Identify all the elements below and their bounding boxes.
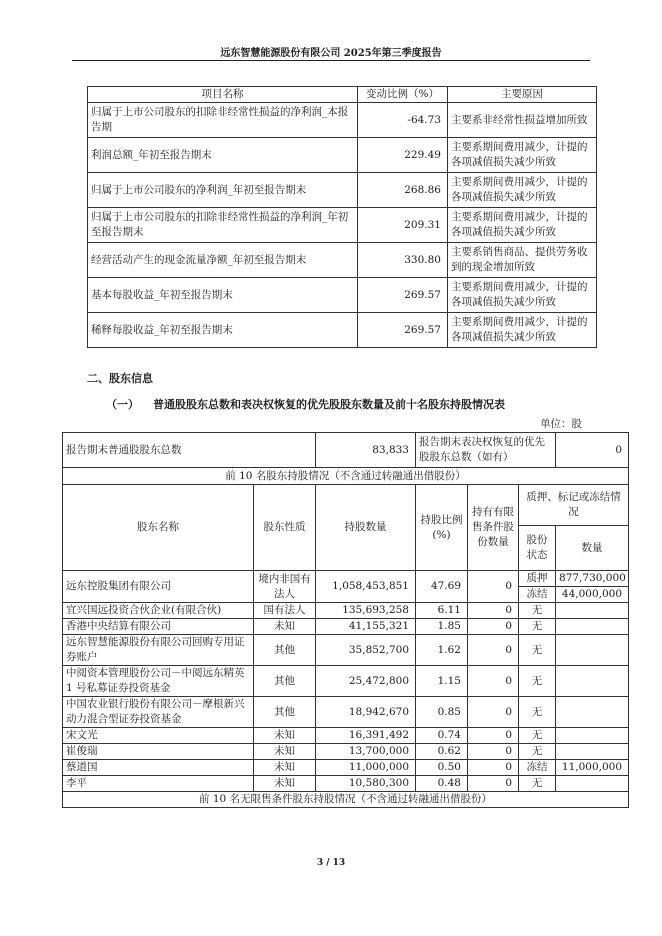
holder-status: 冻结 — [519, 760, 556, 776]
holder-restricted: 0 — [468, 571, 519, 603]
unrestricted-title-row — [63, 792, 629, 808]
change-ratio: 269.57 — [358, 313, 448, 348]
holder-amount — [556, 635, 629, 666]
table-row — [88, 313, 597, 348]
page-number: 3 / 13 — [316, 858, 346, 868]
item-name: 利润总额_年初至报告期末 — [88, 138, 358, 173]
table-row — [88, 243, 597, 278]
holder-status: 无 — [519, 635, 556, 666]
holder-ratio: 0.48 — [416, 776, 468, 792]
holder-restricted: 0 — [468, 776, 519, 792]
table-row — [88, 208, 597, 243]
holder-nature: 境内非国有法人 — [254, 571, 316, 603]
col-restricted: 持有有限售条件股份数量 — [468, 485, 519, 571]
item-name: 归属于上市公司股东的扣除非经常性损益的净利润_本报告期 — [88, 103, 358, 138]
holder-status: 无 — [519, 744, 556, 760]
holder-restricted: 0 — [468, 635, 519, 666]
holder-nature: 其他 — [254, 697, 316, 728]
unit-label: 单位：股 — [540, 418, 582, 430]
table-row — [88, 103, 597, 138]
holder-amount: 11,000,000 — [556, 760, 629, 776]
header-main-reason: 主要原因 — [448, 87, 597, 103]
table-row — [63, 728, 629, 744]
section-title: 二、股东信息 — [87, 372, 153, 385]
col-status: 股份状态 — [519, 526, 556, 571]
holder-restricted: 0 — [468, 697, 519, 728]
holder-restricted: 0 — [468, 666, 519, 697]
col-amount: 数量 — [556, 526, 629, 571]
holder-ratio: 1.62 — [416, 635, 468, 666]
subsection-title — [106, 396, 505, 412]
col-ratio: 持股比例(%) — [416, 485, 468, 571]
subsection-text: 普通股股东总数和表决权恢复的优先股股东数量及前十名股东持股情况表 — [153, 398, 505, 411]
change-ratio: 209.31 — [358, 208, 448, 243]
holder-restricted: 0 — [468, 744, 519, 760]
table-row — [88, 138, 597, 173]
holder-name: 宜兴国远投资合伙企业(有限合伙) — [63, 603, 254, 619]
change-ratio: 268.86 — [358, 173, 448, 208]
holder-nature: 未知 — [254, 744, 316, 760]
total-holders-value: 83,833 — [316, 433, 416, 468]
holder-shares: 41,155,321 — [316, 619, 416, 635]
holder-status: 无 — [519, 776, 556, 792]
item-name: 基本每股收益_年初至报告期末 — [88, 278, 358, 313]
holder-amount — [556, 603, 629, 619]
unrestricted-title: 前 10 名无限售条件股东持股情况（不含通过转融通出借股份） — [63, 792, 629, 808]
summary-row — [63, 433, 629, 468]
holder-status: 质押 — [519, 571, 556, 587]
change-ratio: 269.57 — [358, 278, 448, 313]
holder-restricted: 0 — [468, 728, 519, 744]
holder-ratio: 47.69 — [416, 571, 468, 603]
holder-amount — [556, 619, 629, 635]
holder-name: 远东控股集团有限公司 — [63, 571, 254, 603]
page-header-title: 远东智慧能源股份有限公司 2025年第三季度报告 — [220, 48, 442, 59]
table-row — [63, 760, 629, 776]
main-reason: 主要系期间费用减少，计提的各项减值损失减少所致 — [448, 313, 597, 348]
holder-shares: 11,000,000 — [316, 760, 416, 776]
holder-status: 无 — [519, 603, 556, 619]
change-table-header — [88, 87, 597, 103]
col-pledge: 质押、标记或冻结情况 — [519, 485, 629, 526]
holder-name: 中阅资本管理股份公司－中阅远东精英 1 号私募证券投资基金 — [63, 666, 254, 697]
top10-title-row — [63, 468, 629, 485]
top10-title: 前 10 名股东持股情况（不含通过转融通出借股份） — [63, 468, 629, 485]
holder-shares: 25,472,800 — [316, 666, 416, 697]
holder-name: 崔俊瑞 — [63, 744, 254, 760]
holder-status: 无 — [519, 619, 556, 635]
subsection-number: （一） — [106, 398, 139, 411]
table-row — [63, 697, 629, 728]
holder-nature: 其他 — [254, 666, 316, 697]
holder-status: 无 — [519, 697, 556, 728]
main-reason: 主要系非经常性损益增加所致 — [448, 103, 597, 138]
main-reason: 主要系期间费用减少，计提的各项减值损失减少所致 — [448, 138, 597, 173]
holder-restricted: 0 — [468, 760, 519, 776]
header-item-name: 项目名称 — [88, 87, 358, 103]
item-name: 归属于上市公司股东的扣除非经常性损益的净利润_年初至报告期末 — [88, 208, 358, 243]
header-change-ratio: 变动比例（%） — [358, 87, 448, 103]
column-header-row — [63, 485, 629, 526]
holder-ratio: 6.11 — [416, 603, 468, 619]
holder-name: 李平 — [63, 776, 254, 792]
holder-ratio: 0.62 — [416, 744, 468, 760]
holder-amount — [556, 776, 629, 792]
holder-nature: 未知 — [254, 728, 316, 744]
holder-shares: 35,852,700 — [316, 635, 416, 666]
holder-restricted: 0 — [468, 619, 519, 635]
holder-name: 中国农业银行股份有限公司－摩根新兴动力混合型证券投资基金 — [63, 697, 254, 728]
holder-status: 无 — [519, 728, 556, 744]
col-shares: 持股数量 — [316, 485, 416, 571]
holder-amount — [556, 728, 629, 744]
holder-ratio: 0.50 — [416, 760, 468, 776]
table-row — [63, 619, 629, 635]
holder-amount — [556, 744, 629, 760]
table-row — [63, 635, 629, 666]
holder-shares: 18,942,670 — [316, 697, 416, 728]
change-ratio: -64.73 — [358, 103, 448, 138]
table-row — [63, 603, 629, 619]
holder-ratio: 1.15 — [416, 666, 468, 697]
col-nature: 股东性质 — [254, 485, 316, 571]
main-reason: 主要系期间费用减少，计提的各项减值损失减少所致 — [448, 173, 597, 208]
holder-ratio: 1.85 — [416, 619, 468, 635]
change-ratio: 330.80 — [358, 243, 448, 278]
main-reason: 主要系期间费用减少，计提的各项减值损失减少所致 — [448, 208, 597, 243]
holder-shares: 10,580,300 — [316, 776, 416, 792]
col-name: 股东名称 — [63, 485, 254, 571]
total-holders-label: 报告期末普通股股东总数 — [63, 433, 316, 468]
main-reason: 主要系期间费用减少，计提的各项减值损失减少所致 — [448, 278, 597, 313]
pref-holders-value: 0 — [556, 433, 629, 468]
pref-holders-label: 报告期末表决权恢复的优先股股东总数（如有） — [416, 433, 556, 468]
holder-shares: 1,058,453,851 — [316, 571, 416, 603]
holder-nature: 未知 — [254, 776, 316, 792]
item-name: 稀释每股收益_年初至报告期末 — [88, 313, 358, 348]
holder-amount: 877,730,000 — [556, 571, 629, 587]
table-row — [88, 278, 597, 313]
holder-name: 香港中央结算有限公司 — [63, 619, 254, 635]
shareholder-table — [62, 432, 629, 808]
holder-nature: 国有法人 — [254, 603, 316, 619]
holder-nature: 未知 — [254, 619, 316, 635]
holder-name: 远东智慧能源股份有限公司回购专用证券账户 — [63, 635, 254, 666]
holder-amount — [556, 666, 629, 697]
holder-amount: 44,000,000 — [556, 587, 629, 603]
holder-ratio: 0.85 — [416, 697, 468, 728]
holder-shares: 135,693,258 — [316, 603, 416, 619]
holder-status: 冻结 — [519, 587, 556, 603]
table-row — [63, 571, 629, 587]
item-name: 归属于上市公司股东的净利润_年初至报告期末 — [88, 173, 358, 208]
main-reason: 主要系销售商品、提供劳务收到的现金增加所致 — [448, 243, 597, 278]
holder-shares: 13,700,000 — [316, 744, 416, 760]
holder-shares: 16,391,492 — [316, 728, 416, 744]
table-row — [63, 776, 629, 792]
holder-nature: 未知 — [254, 760, 316, 776]
holder-amount — [556, 697, 629, 728]
table-row — [63, 744, 629, 760]
holder-nature: 其他 — [254, 635, 316, 666]
item-name: 经营活动产生的现金流量净额_年初至报告期末 — [88, 243, 358, 278]
header-divider — [72, 60, 590, 61]
table-row — [88, 173, 597, 208]
holder-restricted: 0 — [468, 603, 519, 619]
change-ratio: 229.49 — [358, 138, 448, 173]
table-row — [63, 666, 629, 697]
holder-ratio: 0.74 — [416, 728, 468, 744]
holder-name: 宋文光 — [63, 728, 254, 744]
holder-status: 无 — [519, 666, 556, 697]
change-table — [87, 86, 597, 348]
holder-name: 蔡道国 — [63, 760, 254, 776]
